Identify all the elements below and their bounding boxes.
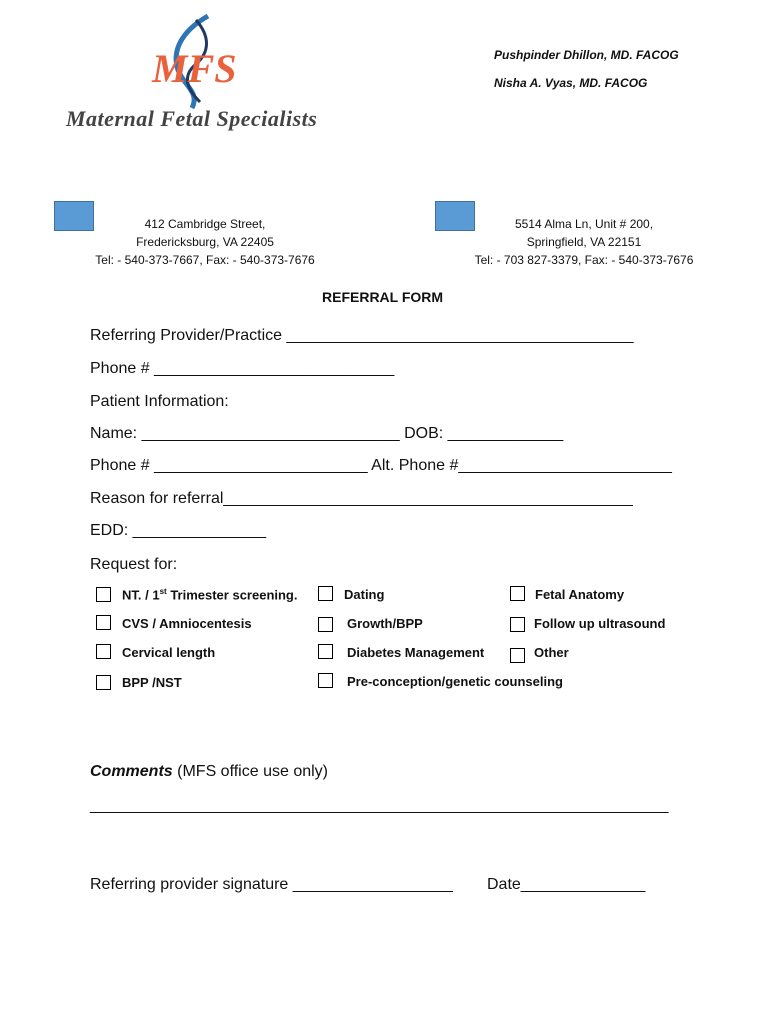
address-line: 412 Cambridge Street, [144,217,266,231]
checkbox-other[interactable] [510,648,525,663]
address-line: 5514 Alma Ln, Unit # 200, [514,217,654,231]
option-nt-suffix: Trimester screening. [166,587,298,603]
option-nt-superscript: st [159,587,167,596]
patient-information-heading: Patient Information: [90,393,229,410]
option-other-label: Other [534,645,569,660]
comments-heading: Comments [90,763,173,780]
logo-tagline: Maternal Fetal Specialists [66,106,318,131]
checkbox-bpp-nst[interactable] [96,675,111,690]
checkbox-dating[interactable] [318,586,333,601]
checkbox-growth[interactable] [318,617,333,632]
date-field[interactable]: Date______________ [487,876,646,893]
comments-note: (MFS office use only) [172,763,328,780]
phone-field[interactable]: Phone # ___________________________ [90,360,395,377]
option-cvs-label: CVS / Amniocentesis [122,616,252,631]
option-fetal-anatomy-label: Fetal Anatomy [535,587,625,602]
checkbox-follow-up[interactable] [510,617,525,632]
address-line: Tel: - 540-373-7667, Fax: - 540-373-7676 [95,253,315,267]
request-for-heading: Request for: [90,556,178,573]
address-springfield [456,215,712,269]
option-growth-label: Growth/BPP [347,616,423,631]
address-fredericksburg [80,215,330,269]
address-line: Tel: - 703 827-3379, Fax: - 540-373-7676 [474,253,694,267]
option-diabetes-label: Diabetes Management [347,645,485,660]
logo-letters: MFS [152,46,237,91]
address-line: Fredericksburg, VA 22405 [136,235,274,249]
option-cervical-length-label: Cervical length [122,645,216,660]
comments-line[interactable]: _________________________________________________________________ [90,797,669,814]
edd-field[interactable]: EDD: _______________ [90,522,267,539]
checkbox-cervical-length[interactable] [96,644,111,659]
checkbox-cvs[interactable] [96,615,111,630]
comments-label [90,763,328,781]
form-title: REFERRAL FORM [322,289,444,305]
option-nt-screening-label [122,587,297,602]
checkbox-preconception[interactable] [318,673,333,688]
name-dob-field[interactable]: Name: _____________________________ DOB: _____________ [90,425,564,442]
option-preconception-label: Pre-conception/genetic counseling [347,674,563,689]
referring-provider-field[interactable]: Referring Provider/Practice _______________________________________ [90,327,634,344]
option-follow-up-label: Follow up ultrasound [534,616,666,631]
checkbox-diabetes[interactable] [318,644,333,659]
option-bpp-nst-label: BPP /NST [122,675,182,690]
reason-for-referral-field[interactable]: Reason for referral______________________________________________ [90,490,633,507]
doctor-name-2: Nisha A. Vyas, MD. FACOG [494,76,648,90]
option-nt-prefix: NT. / 1 [122,587,160,603]
checkbox-fetal-anatomy[interactable] [510,586,525,601]
checkbox-nt-screening[interactable] [96,587,111,602]
mfs-logo-graphic [60,12,320,112]
phone-alt-phone-field[interactable]: Phone # ________________________ Alt. Phone #________________________ [90,457,672,474]
address-line: Springfield, VA 22151 [526,235,642,249]
signature-field[interactable]: Referring provider signature __________________ [90,876,453,893]
doctor-name-1: Pushpinder Dhillon, MD. FACOG [494,48,679,62]
option-dating-label: Dating [344,587,385,602]
